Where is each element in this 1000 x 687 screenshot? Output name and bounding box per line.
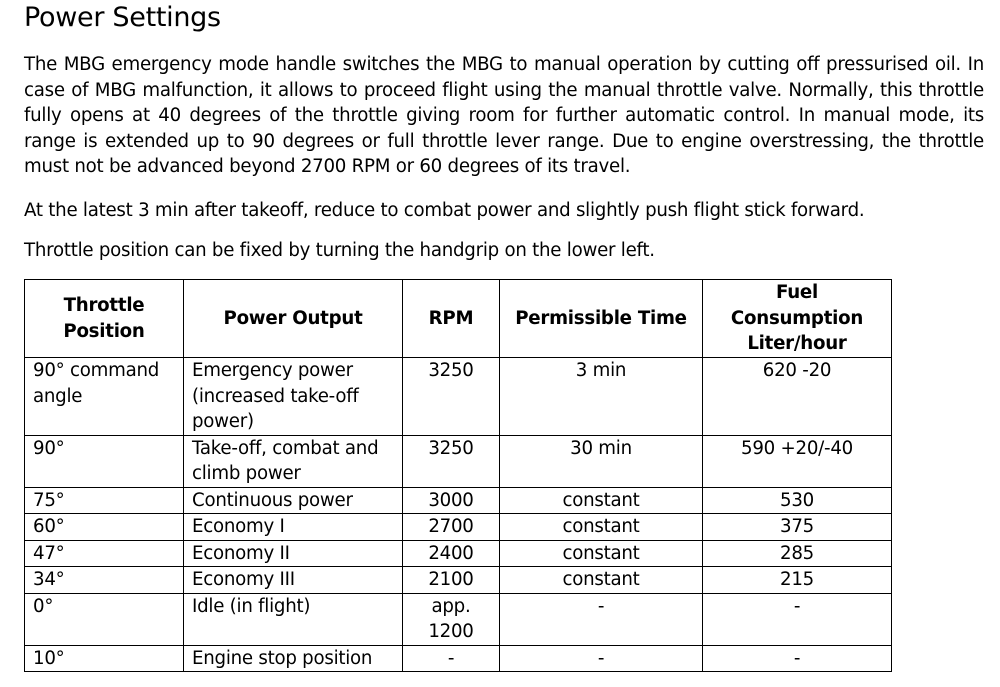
cell-position: 10° bbox=[25, 645, 184, 672]
header-fuel-consumption: Fuel Consumption Liter/hour bbox=[703, 280, 892, 358]
cell-time: 3 min bbox=[500, 358, 703, 436]
cell-rpm: 2100 bbox=[403, 567, 500, 594]
table-row bbox=[25, 435, 892, 487]
handgrip-paragraph: Throttle position can be fixed by turning the handgrip on the lower left. bbox=[24, 240, 655, 261]
table-row bbox=[25, 645, 892, 672]
header-throttle-position: Throttle Position bbox=[25, 280, 184, 358]
cell-rpm: 3000 bbox=[403, 487, 500, 514]
cell-rpm: app. 1200 bbox=[403, 593, 500, 645]
cell-fuel: 590 +20/-40 bbox=[703, 435, 892, 487]
page-title: Power Settings bbox=[24, 2, 221, 33]
cell-fuel: 530 bbox=[703, 487, 892, 514]
cell-fuel: - bbox=[703, 593, 892, 645]
cell-rpm: 2700 bbox=[403, 514, 500, 541]
header-power-output: Power Output bbox=[184, 280, 403, 358]
cell-power: Economy III bbox=[184, 567, 403, 594]
cell-time: - bbox=[500, 593, 703, 645]
table-row bbox=[25, 567, 892, 594]
header-permissible-time: Permissible Time bbox=[500, 280, 703, 358]
cell-power: Economy II bbox=[184, 540, 403, 567]
cell-time: constant bbox=[500, 567, 703, 594]
cell-position: 34° bbox=[25, 567, 184, 594]
table-row bbox=[25, 514, 892, 541]
intro-paragraph: The MBG emergency mode handle switches the MBG to manual operation by cutting off pressurised oil. In case of MBG malfunction, it allows to proceed flight using the manual throttle valve. Normally, this throttle fully opens at 40 degrees of the throttle giving room for further automatic control. In manual mode, its range is extended up to 90 degrees or full throttle lever range. Due to engine overstressing, the throttle must not be advanced beyond 2700 RPM or 60 degrees of its travel. bbox=[24, 54, 984, 177]
cell-time: constant bbox=[500, 540, 703, 567]
takeoff-paragraph: At the latest 3 min after takeoff, reduce to combat power and slightly push flight stick forward. bbox=[24, 200, 865, 221]
cell-time: constant bbox=[500, 487, 703, 514]
cell-position: 75° bbox=[25, 487, 184, 514]
cell-power: Continuous power bbox=[184, 487, 403, 514]
cell-fuel: - bbox=[703, 645, 892, 672]
cell-position: 47° bbox=[25, 540, 184, 567]
cell-power: Idle (in flight) bbox=[184, 593, 403, 645]
cell-position: 0° bbox=[25, 593, 184, 645]
cell-fuel: 215 bbox=[703, 567, 892, 594]
cell-fuel: 375 bbox=[703, 514, 892, 541]
cell-position: 90° bbox=[25, 435, 184, 487]
cell-rpm: 3250 bbox=[403, 358, 500, 436]
cell-position: 60° bbox=[25, 514, 184, 541]
header-rpm: RPM bbox=[403, 280, 500, 358]
cell-position: 90° command angle bbox=[25, 358, 184, 436]
table-row bbox=[25, 540, 892, 567]
cell-power: Engine stop position bbox=[184, 645, 403, 672]
table-row bbox=[25, 593, 892, 645]
table-row bbox=[25, 358, 892, 436]
cell-rpm: 2400 bbox=[403, 540, 500, 567]
cell-fuel: 285 bbox=[703, 540, 892, 567]
cell-time: 30 min bbox=[500, 435, 703, 487]
cell-time: constant bbox=[500, 514, 703, 541]
cell-rpm: - bbox=[403, 645, 500, 672]
table-row bbox=[25, 487, 892, 514]
cell-time: - bbox=[500, 645, 703, 672]
cell-power: Take-off, combat and climb power bbox=[184, 435, 403, 487]
cell-power: Economy I bbox=[184, 514, 403, 541]
cell-fuel: 620 -20 bbox=[703, 358, 892, 436]
cell-power: Emergency power (increased take-off power) bbox=[184, 358, 403, 436]
power-settings-table bbox=[24, 279, 892, 672]
table-header-row bbox=[25, 280, 892, 358]
cell-rpm: 3250 bbox=[403, 435, 500, 487]
